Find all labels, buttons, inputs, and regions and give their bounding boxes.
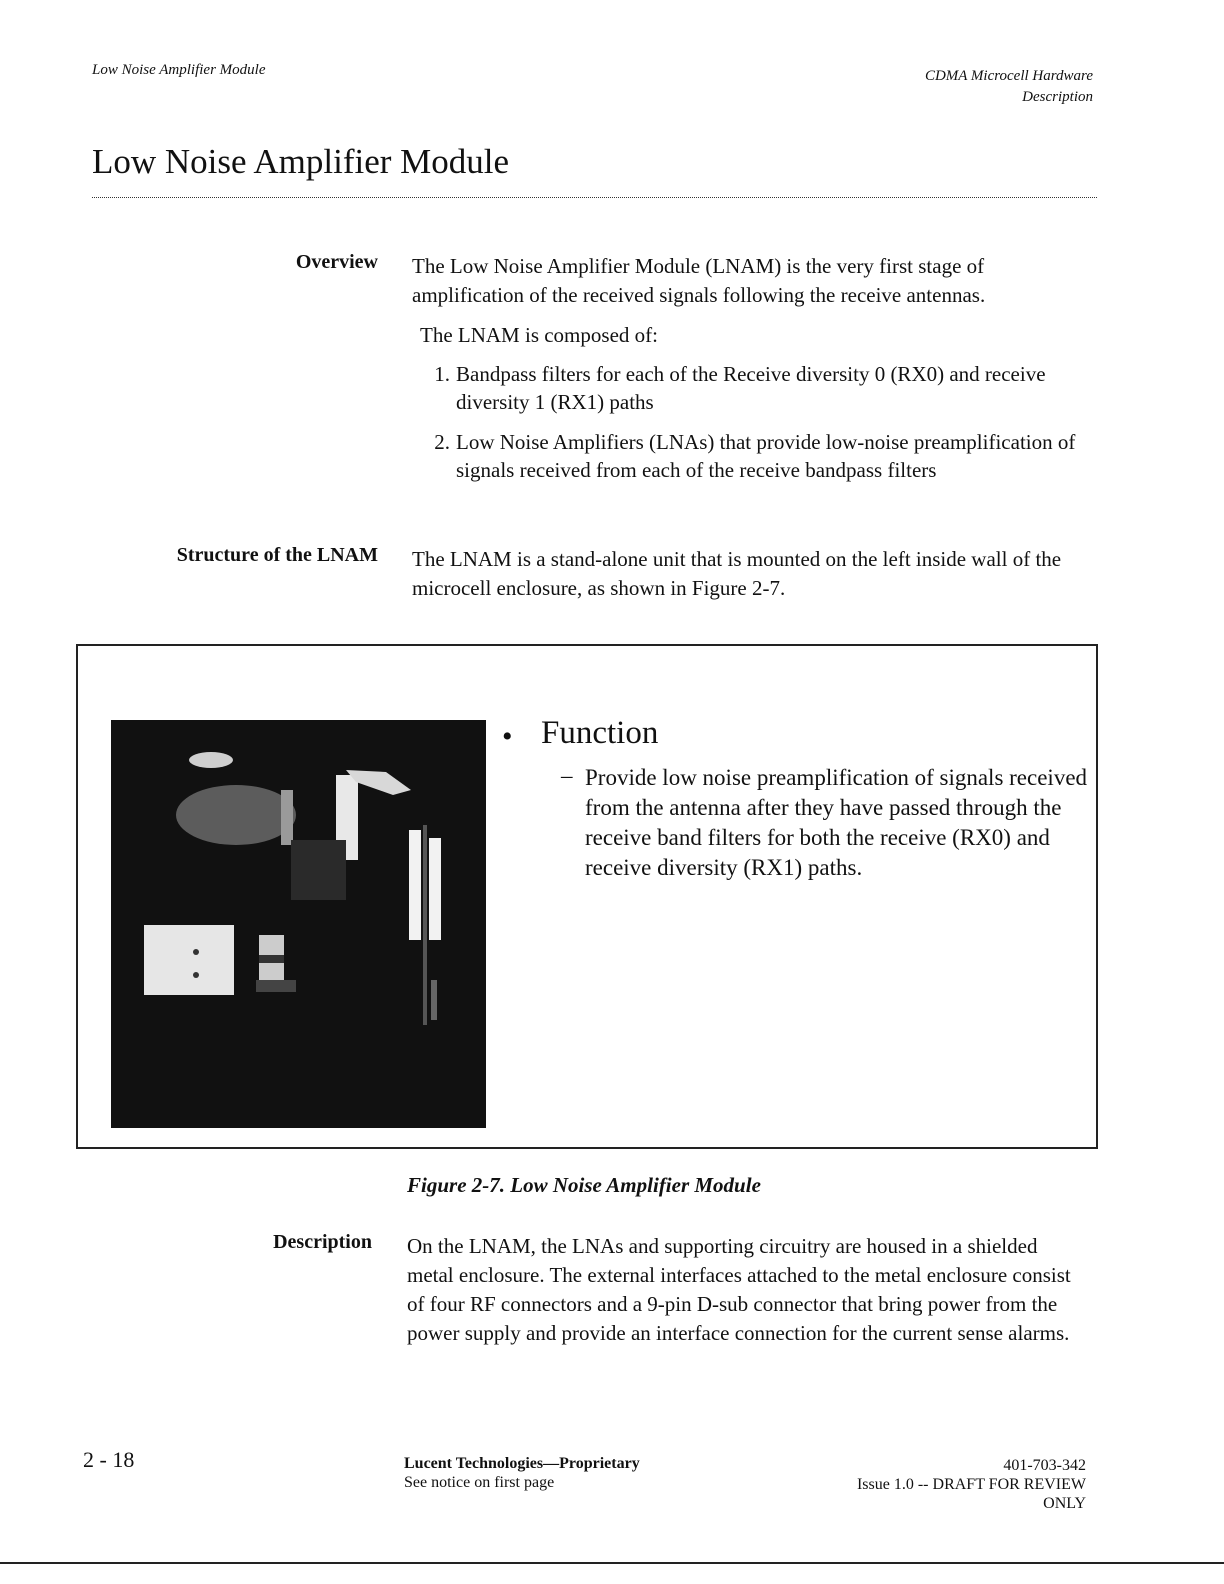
page-number: 2 - 18 xyxy=(83,1447,135,1472)
footer-issue-line2: ONLY xyxy=(1043,1495,1086,1512)
bottom-divider xyxy=(0,1562,1224,1564)
description-label: Description xyxy=(273,1231,372,1253)
list-item-text: Bandpass filters for each of the Receive diversity 0 (RX0) and receive diversity 1 (RX1) paths xyxy=(456,362,1046,414)
overview-label: Overview xyxy=(295,251,378,273)
function-bullet: • xyxy=(502,720,513,753)
running-header-right xyxy=(925,66,1093,108)
footer-notice: See notice on first page xyxy=(404,1474,555,1491)
list-item-number: 1. xyxy=(434,362,450,386)
footer-doc-number: 401-703-342 xyxy=(1003,1457,1086,1474)
function-title: Function xyxy=(541,715,659,751)
page-title: Low Noise Amplifier Module xyxy=(92,142,510,181)
running-header-left: Low Noise Amplifier Module xyxy=(92,62,266,78)
footer-proprietary xyxy=(404,1454,640,1492)
running-header-right-line1: CDMA Microcell Hardware xyxy=(924,68,1093,84)
figure-caption: Figure 2-7. Low Noise Amplifier Module xyxy=(407,1173,761,1197)
list-item-text: Low Noise Amplifiers (LNAs) that provide low-noise preamplification of signals received from each of the receive bandpass filters xyxy=(456,430,1076,482)
description-paragraph: On the LNAM, the LNAs and supporting circuitry are housed in a shielded metal enclosure. The external interfaces attached to the metal enclosure consist of four RF connectors and a 9-pin D-sub connector that bring power from the power supply and provide an interface connection for the current sense alarms. xyxy=(407,1234,1071,1345)
composed-intro: The LNAM is composed of: xyxy=(420,323,658,347)
footer-doc-info xyxy=(857,1456,1086,1513)
overview-paragraph: The Low Noise Amplifier Module (LNAM) is the very first stage of amplification of the received signals following the receive antennas. xyxy=(412,254,986,307)
structure-label: Structure of the LNAM xyxy=(176,544,378,566)
title-divider xyxy=(92,197,1097,198)
footer-company: Lucent Technologies—Proprietary xyxy=(404,1455,640,1472)
function-text: Provide low noise preamplification of signals received from the antenna after they have passed through the receive band filters for both the receive (RX0) and receive diversity (RX1) paths. xyxy=(585,765,1088,880)
function-dash: – xyxy=(561,763,573,788)
list-item-number: 2. xyxy=(434,430,450,454)
running-header-right-line2: Description xyxy=(1022,89,1093,105)
footer-issue: Issue 1.0 -- DRAFT FOR REVIEW xyxy=(856,1476,1086,1493)
structure-paragraph: The LNAM is a stand-alone unit that is mounted on the left inside wall of the microcell enclosure, as shown in Figure 2-7. xyxy=(412,547,1062,600)
lnam-photo xyxy=(111,720,486,1128)
